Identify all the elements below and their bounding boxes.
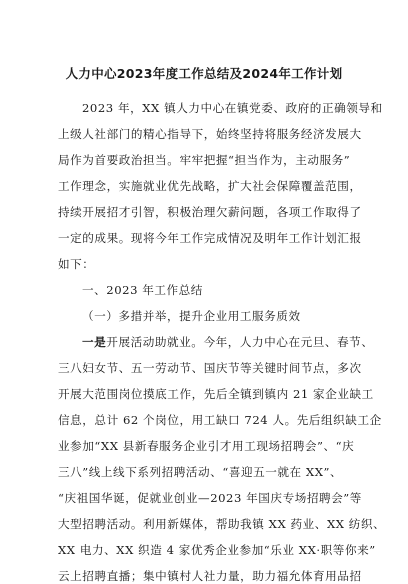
intro-line: 一定的成果。现将今年工作完成情况及明年工作计划汇报 <box>58 231 362 245</box>
paragraph-line: 三八”线上线下系列招聘活动、“喜迎五一就在 XX”、 <box>58 465 343 479</box>
paragraph-line: “庆祖国华诞，促就业创业—2023 年国庆专场招聘会”等 <box>58 491 362 505</box>
document-title: 人力中心2023年度工作总结及2024年工作计划 <box>65 66 343 81</box>
paragraph-line: XX 电力、XX 织造 4 家优秀企业参加“乐业 XX·职等你来” <box>58 543 376 557</box>
intro-line: 持续开展招才引智，积极治理欠薪问题，各项工作取得了 <box>58 205 362 219</box>
paragraph-first-line <box>82 334 373 350</box>
intro-line: 工作理念，实施就业优先战略，扩大社会保障覆盖范围， <box>58 179 362 193</box>
intro-line: 2023 年，XX 镇人力中心在镇党委、政府的正确领导和 <box>82 101 383 115</box>
paragraph-line: 业参加“XX 县新春服务企业引才用工现场招聘会”、“庆 <box>58 439 355 453</box>
paragraph-line: 信息，总计 62 个岗位，用工缺口 724 人。先后组织缺工企 <box>58 413 382 427</box>
intro-line: 局作为首要政治担当。牢牢把握“担当作为，主动服务” <box>58 153 351 167</box>
intro-line: 上级人社部门的精心指导下，始终坚持将服务经济发展大 <box>58 127 362 141</box>
paragraph-line: 云上招聘直播；集中镇村人社力量，助力福允体育用品招 <box>58 569 362 583</box>
section-heading: 一、2023 年工作总结 <box>82 283 203 297</box>
subsection-heading: （一）多措并举，提升企业用工服务质效 <box>82 309 301 323</box>
paragraph-line: 三八妇女节、五一劳动节、国庆节等关键时间节点，多次 <box>58 361 362 375</box>
paragraph-line: 开展大范围岗位摸底工作，先后全镇到镇内 21 家企业缺工 <box>58 387 374 401</box>
paragraph-first-line-text: 开展活动助就业。今年，人力中心在元旦、春节、 <box>106 335 374 349</box>
intro-line: 如下： <box>58 257 95 271</box>
paragraph-line: 大型招聘活动。利用新媒体，帮助我镇 XX 药业、XX 纺织、 <box>58 517 386 531</box>
paragraph-lead: 一是 <box>82 335 107 349</box>
